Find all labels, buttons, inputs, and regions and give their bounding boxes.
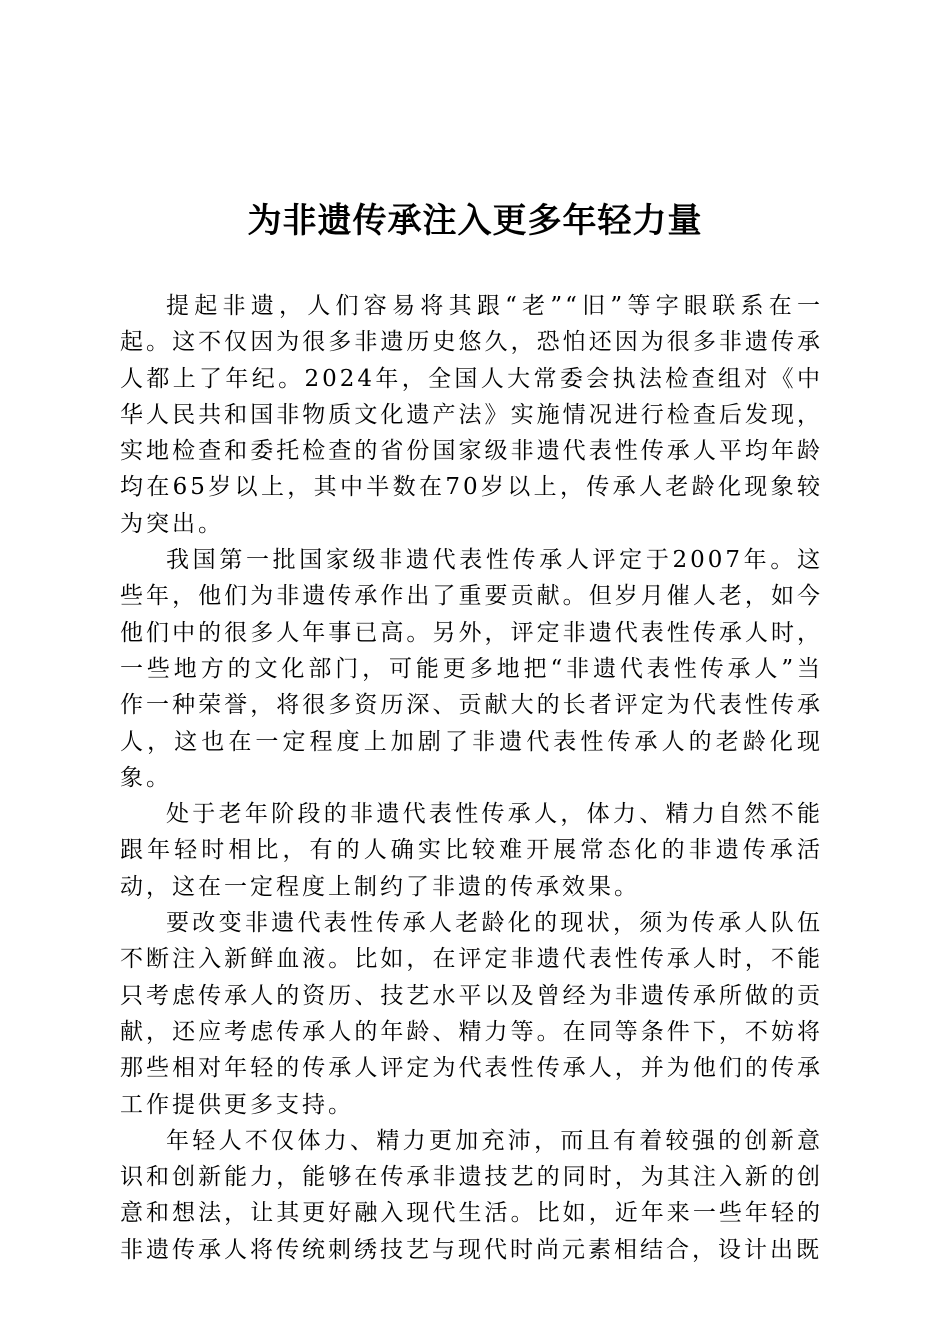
paragraph: 提起非遗，人们容易将其跟“老”“旧”等字眼联系在一起。这不仅因为很多非遗历史悠久，恐怕还因为很多非遗传承人都上了年纪。2024年，全国人大常委会执法检查组对《中华人民共和国非物质文化遗产法》实施情况进行检查后发现，实地检查和委托检查的省份国家级非遗代表性传承人平均年龄均在65岁以上，其中半数在70岁以上，传承人老龄化现象较为突出。 [120, 293, 823, 537]
paragraph: 我国第一批国家级非遗代表性传承人评定于2007年。这些年，他们为非遗传承作出了重要贡献。但岁月催人老，如今他们中的很多人年事已高。另外，评定非遗代表性传承人时，一些地方的文化部门，可能更多地把“非遗代表性传承人”当作一种荣誉，将很多资历深、贡献大的长者评定为代表性传承人，这也在一定程度上加剧了非遗代表性传承人的老龄化现象。 [120, 547, 823, 791]
article-body [120, 288, 823, 1268]
paragraph: 年轻人不仅体力、精力更加充沛，而且有着较强的创新意识和创新能力，能够在传承非遗技艺的同时，为其注入新的创意和想法，让其更好融入现代生活。比如，近年来一些年轻的非遗传承人将传统刺绣技艺与现代时尚元素相结合，设计出既 [120, 1127, 823, 1263]
paragraph: 要改变非遗代表性传承人老龄化的现状，须为传承人队伍不断注入新鲜血液。比如，在评定非遗代表性传承人时，不能只考虑传承人的资历、技艺水平以及曾经为非遗传承所做的贡献，还应考虑传承人的年龄、精力等。在同等条件下，不妨将那些相对年轻的传承人评定为代表性传承人，并为他们的传承工作提供更多支持。 [120, 910, 823, 1118]
document-title: 为非遗传承注入更多年轻力量 [247, 201, 703, 241]
paragraph: 处于老年阶段的非遗代表性传承人，体力、精力自然不能跟年轻时相比，有的人确实比较难开展常态化的非遗传承活动，这在一定程度上制约了非遗的传承效果。 [120, 801, 823, 900]
